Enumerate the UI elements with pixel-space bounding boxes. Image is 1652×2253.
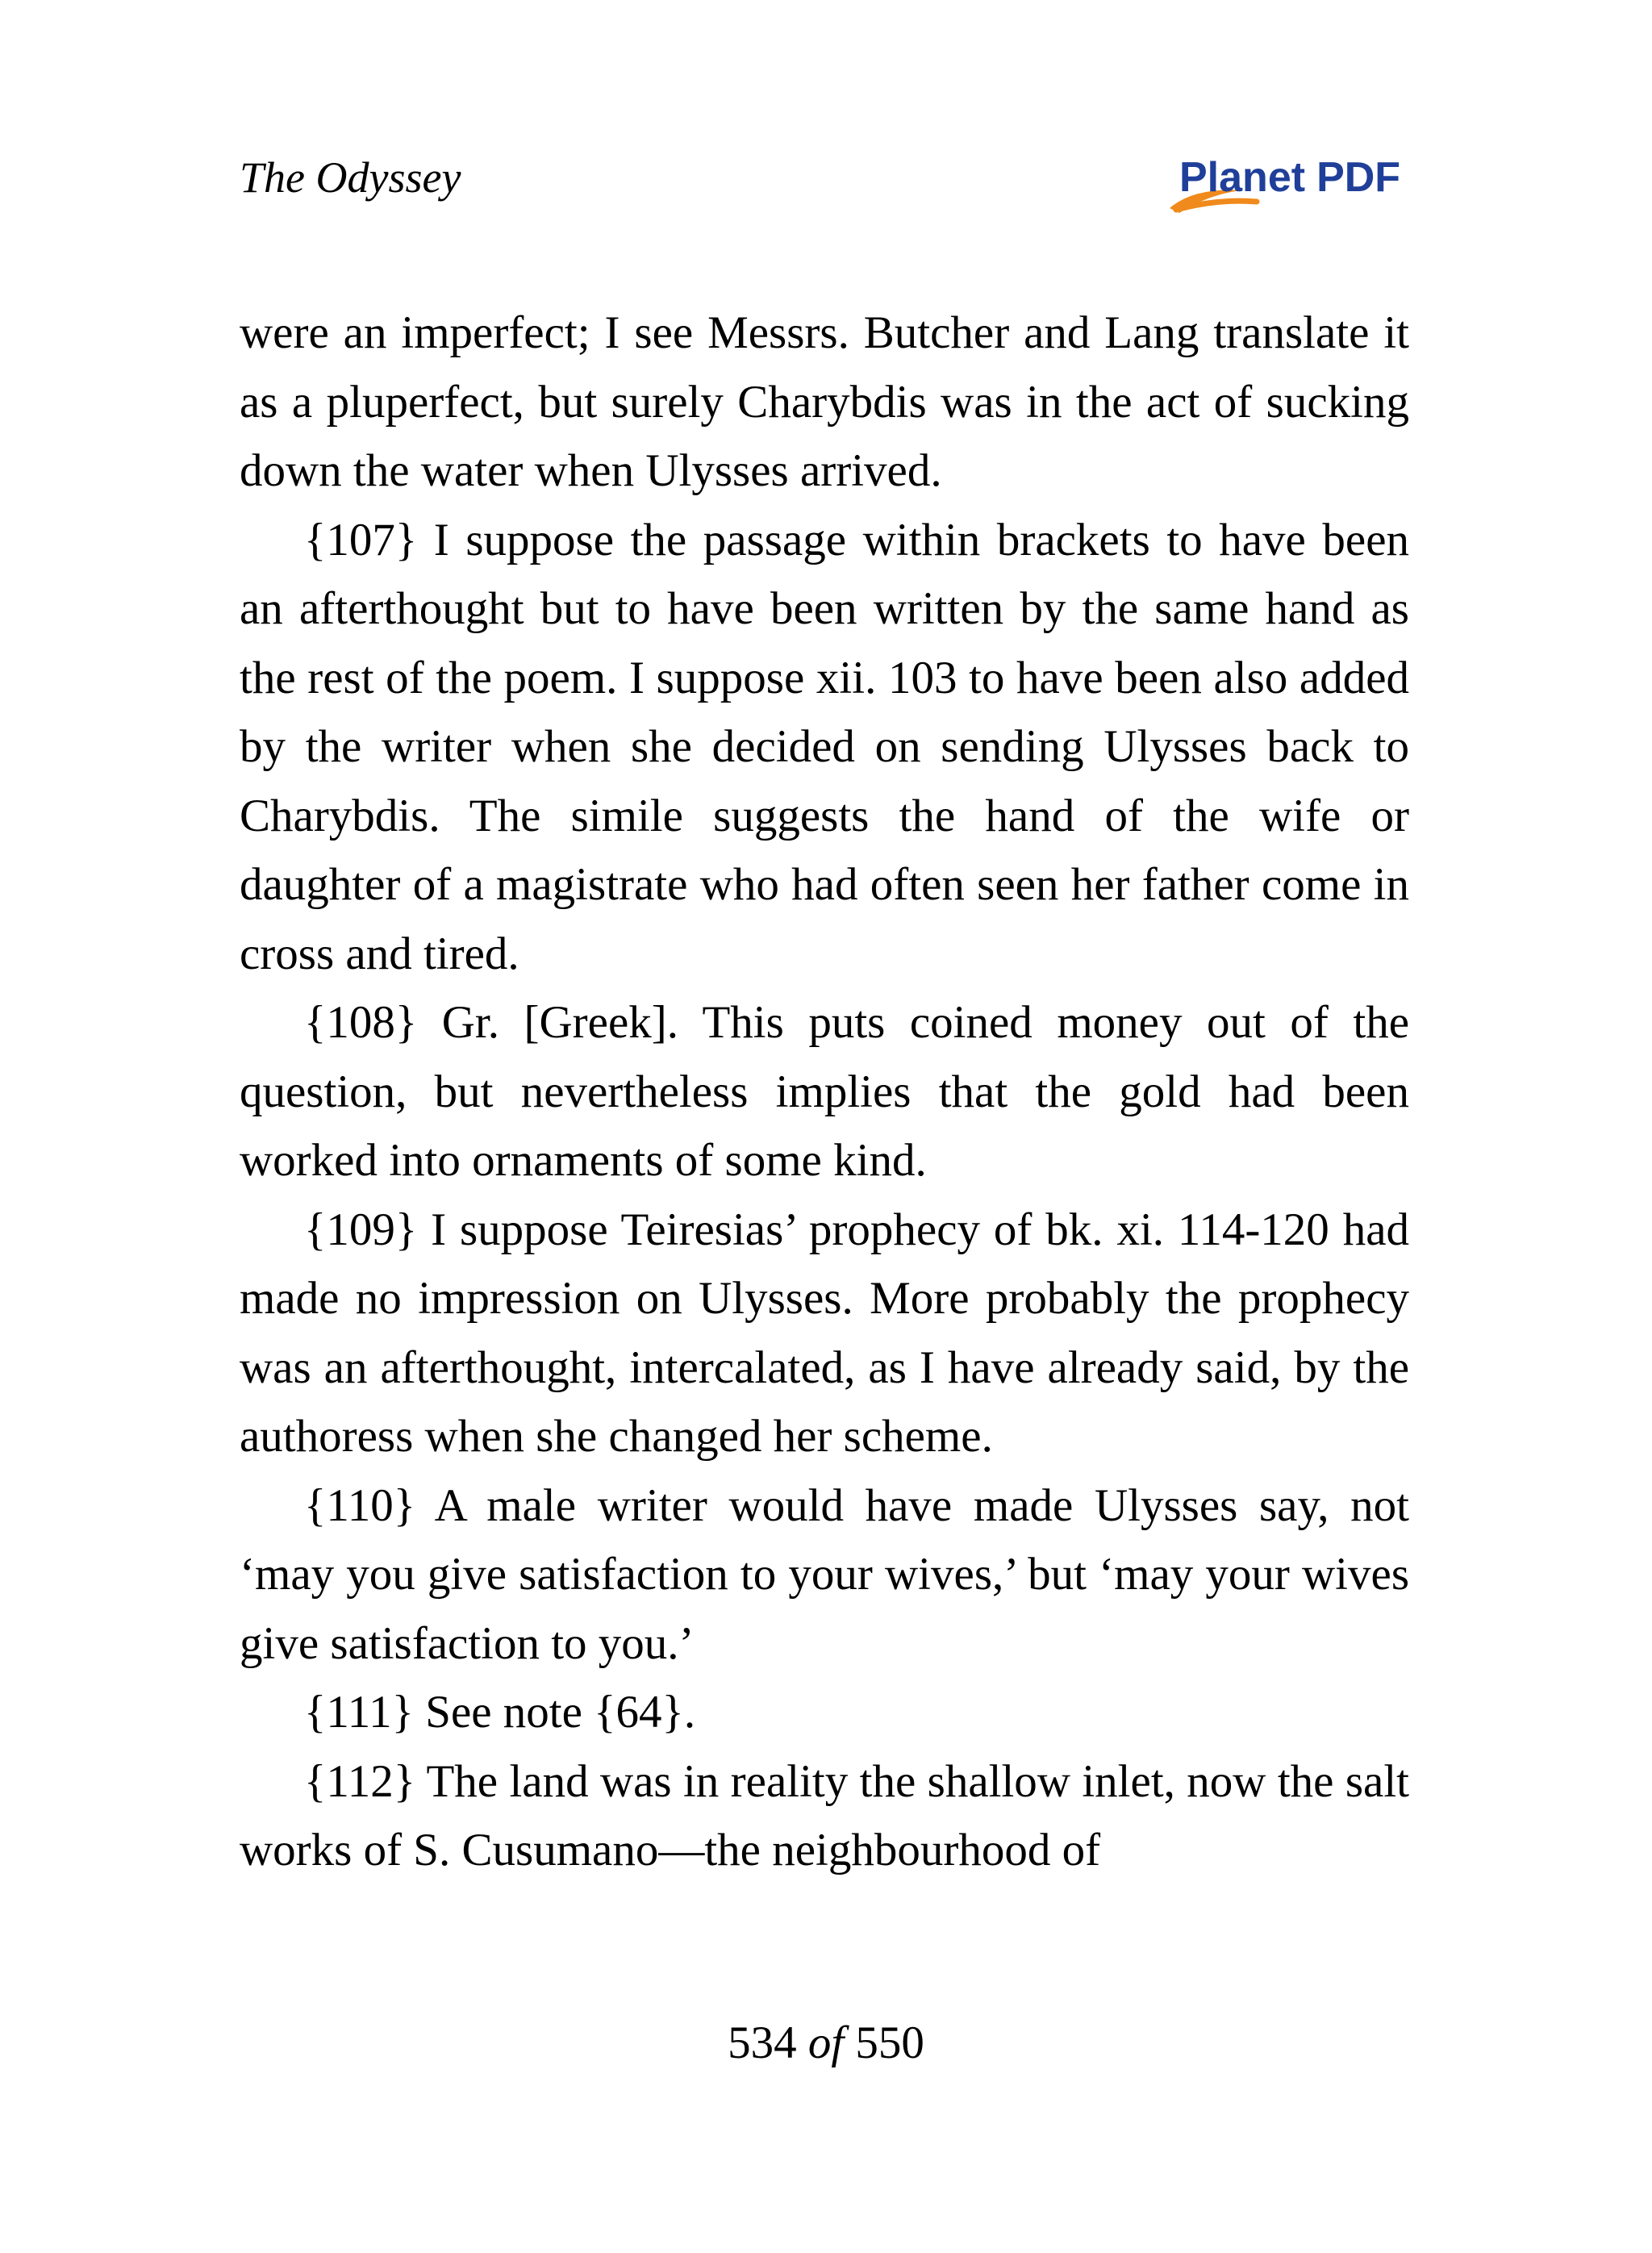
note-107: {107} I suppose the passage within brackets to have been an afterthought but to have been written by the same hand as the rest of the poem. I suppose xii. 103 to have been also added by the writer when she decided on sending Ulysses back to Charybdis. The simile suggests the hand of the wife or daughter of a magistrate who had often seen her father come in cross and tired.: [240, 514, 1409, 979]
total-pages: 550: [855, 2017, 924, 2068]
planet-pdf-logo: [1162, 145, 1420, 218]
body-text: [240, 298, 1409, 1885]
paragraph-continuation: were an imperfect; I see Messrs. Butcher and Lang translate it as a pluperfect, but surely Charybdis was in the act of sucking down the water when Ulysses arrived.: [240, 307, 1409, 496]
note-111: {111} See note {64}.: [304, 1687, 696, 1738]
logo-word-planet: Planet: [1179, 154, 1306, 201]
note-110: {110} A male writer would have made Ulysses say, not ‘may you give satisfaction to your wives,’ but ‘may your wives give satisfaction to you.’: [240, 1479, 1409, 1669]
page-number: [0, 2015, 1652, 2072]
book-title: The Odyssey: [240, 153, 461, 202]
logo-word-pdf: PDF: [1316, 154, 1401, 201]
note-108: {108} Gr. [Greek]. This puts coined money out of the question, but nevertheless implies that the gold had been worked into ornaments of some kind.: [240, 997, 1409, 1186]
logo-text: [1179, 152, 1400, 203]
note-112: {112} The land was in reality the shallow inlet, now the salt works of S. Cusumano—the neighbourhood of: [240, 1755, 1409, 1875]
note-109: {109} I suppose Teiresias’ prophecy of bk. xi. 114-120 had made no impression on Ulysses. More probably the prophecy was an afterthought, intercalated, as I have already said, by the authoress when she changed her scheme.: [240, 1204, 1409, 1462]
page-of-label: of: [807, 2017, 845, 2068]
current-page: 534: [728, 2017, 797, 2068]
page-header: [0, 0, 1652, 226]
